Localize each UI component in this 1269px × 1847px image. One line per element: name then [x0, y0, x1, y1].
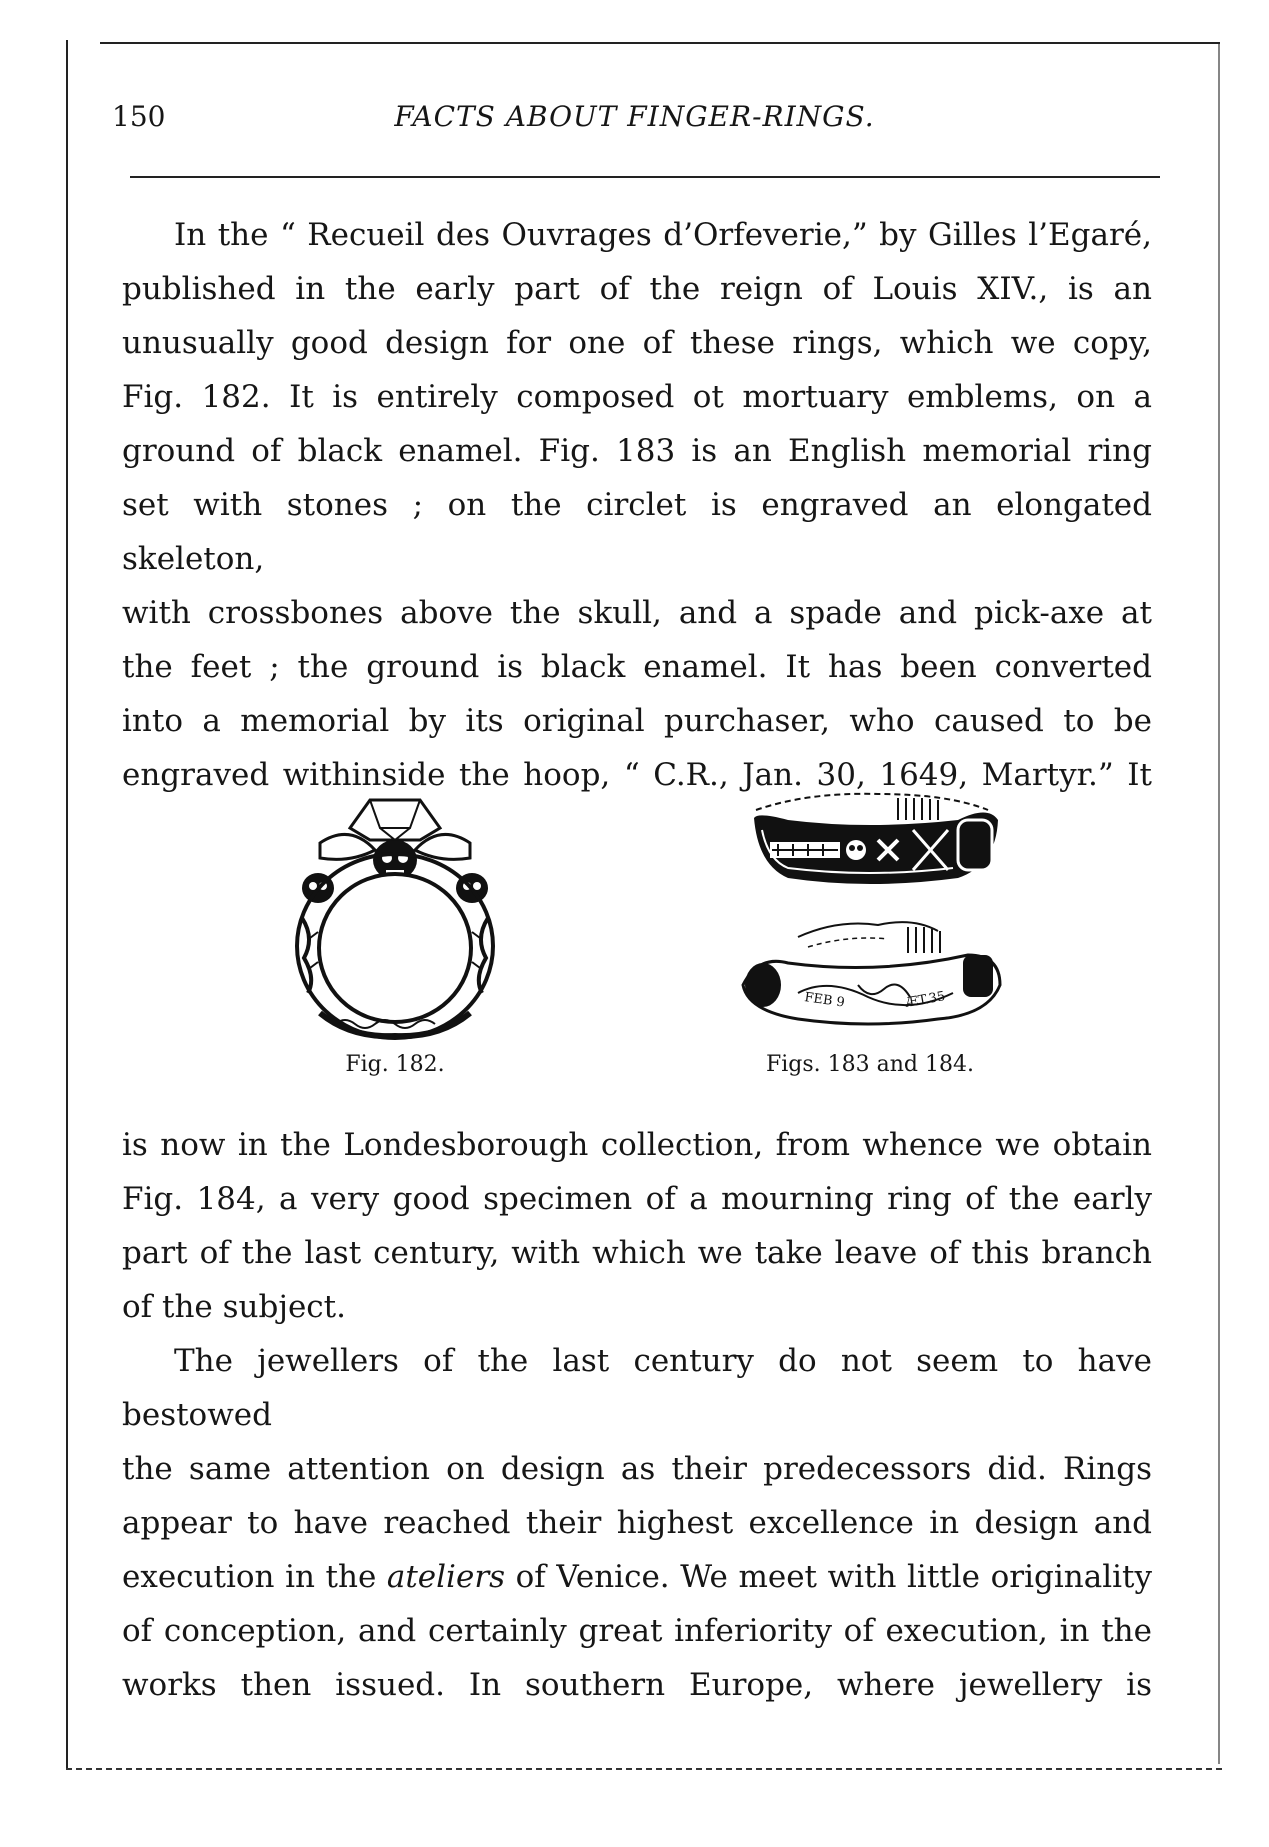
- text-line: the feet ; the ground is black enamel. It has been converted: [122, 649, 1152, 685]
- right-border-line: [1218, 44, 1220, 1764]
- header-rule: [130, 176, 1160, 178]
- text-line: of the subject.: [122, 1289, 346, 1325]
- text-line: Fig. 184, a very good specimen of a mourning ring of the early: [122, 1181, 1152, 1217]
- text-line: unusually good design for one of these rings, which we copy,: [122, 325, 1152, 361]
- text-line: of conception, and certainly great inferiority of execution, in the: [122, 1613, 1152, 1649]
- mortuary-ring-illustration: [280, 788, 510, 1048]
- ring-inscription-date: FEB 9: [803, 990, 846, 1011]
- text-line: In the “ Recueil des Ouvrages d’Orfeverie,” by Gilles l’Egaré,: [174, 217, 1152, 253]
- page-header: [0, 100, 1269, 140]
- text-line: appear to have reached their highest excellence in design and: [122, 1505, 1152, 1541]
- text-line: set with stones ; on the circlet is engraved an elongated skeleton,: [122, 487, 1152, 577]
- top-border-line: [100, 42, 1220, 44]
- page-number: 150: [112, 100, 166, 133]
- text-line: ground of black enamel. Fig. 183 is an English memorial ring: [122, 433, 1152, 469]
- text-line: part of the last century, with which we take leave of this branch: [122, 1235, 1152, 1271]
- bottom-border-line: [66, 1768, 1222, 1770]
- ring-inscription-age: ÆT.35: [904, 989, 947, 1011]
- body-text-bottom: [122, 1118, 1152, 1712]
- text-line: published in the early part of the reign of Louis XIV., is an: [122, 271, 1152, 307]
- text-segment: execution in the: [122, 1559, 387, 1595]
- figure-183-184-caption: Figs. 183 and 184.: [766, 1052, 974, 1077]
- text-line: Fig. 182. It is entirely composed ot mortuary emblems, on a: [122, 379, 1152, 415]
- italic-word: ateliers: [386, 1559, 506, 1595]
- text-line: [122, 1550, 1152, 1604]
- text-line: is now in the Londesborough collection, from whence we obtain: [122, 1127, 1152, 1163]
- mourning-ring-illustration: [738, 915, 1008, 1035]
- figure-182-ring: [280, 788, 510, 1048]
- text-line: with crossbones above the skull, and a spade and pick-axe at: [122, 595, 1152, 631]
- figure-183-ring: [748, 790, 1008, 900]
- text-line: engraved withinside the hoop, “ C.R., Jan. 30, 1649, Martyr.” It: [122, 757, 1152, 793]
- left-border-line: [66, 40, 68, 1770]
- text-line: the same attention on design as their predecessors did. Rings: [122, 1451, 1152, 1487]
- figure-182-caption: Fig. 182.: [345, 1052, 445, 1077]
- text-line: The jewellers of the last century do not seem to have bestowed: [122, 1343, 1152, 1433]
- figure-184-ring: [738, 915, 1008, 1035]
- body-text-top: [122, 208, 1152, 802]
- text-segment: of Venice. We meet with little originality: [505, 1559, 1152, 1595]
- running-title: FACTS ABOUT FINGER-RINGS.: [394, 100, 875, 133]
- text-line: into a memorial by its original purchaser, who caused to be: [122, 703, 1152, 739]
- memorial-ring-illustration: [748, 790, 1008, 900]
- text-line: works then issued. In southern Europe, where jewellery is: [122, 1667, 1152, 1703]
